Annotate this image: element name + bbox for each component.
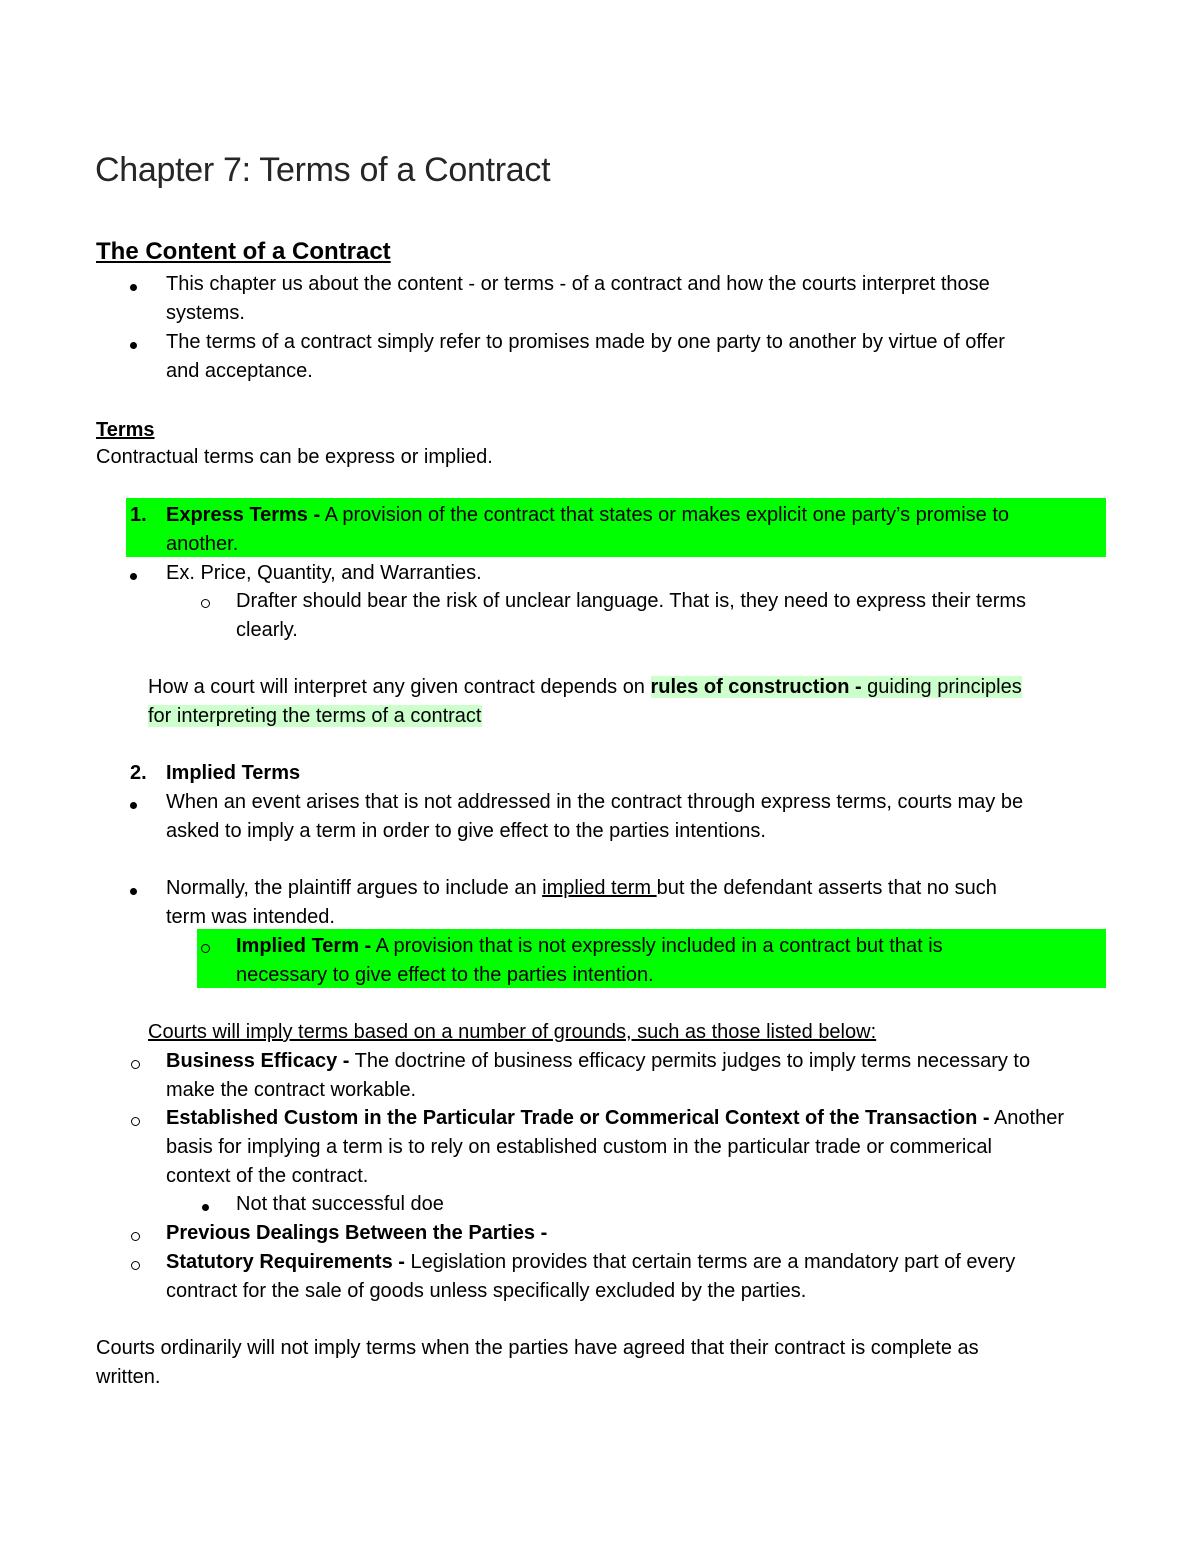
closing-paragraph: Courts ordinarily will not imply terms when the parties have agreed that their contract is complete as bbox=[96, 1337, 979, 1359]
closing-continuation: written. bbox=[96, 1366, 161, 1388]
construction-highlight-cont: for interpreting the terms of a contract bbox=[148, 705, 482, 727]
list-item bbox=[166, 874, 997, 903]
ground-item-continuation: basis for implying a term is to rely on established custom in the particular trade or commerical bbox=[166, 1136, 992, 1158]
ground-label: Business Efficacy - bbox=[166, 1050, 350, 1072]
express-sub-continuation: clearly. bbox=[236, 619, 298, 641]
implied-terms-heading: Implied Terms bbox=[166, 762, 301, 784]
list-number: 2. bbox=[130, 762, 147, 784]
circle-bullet-marker bbox=[131, 1221, 140, 1250]
page-title: Chapter 7: Terms of a Contract bbox=[95, 151, 551, 189]
construction-continuation bbox=[148, 702, 482, 731]
list-number: 1. bbox=[130, 504, 147, 526]
ground-label: Established Custom in the Particular Trade or Commerical Context of the Transaction - bbox=[166, 1107, 990, 1129]
bullet-marker bbox=[130, 560, 137, 589]
ground-text: Legislation provides that certain terms are a mandatory part of every bbox=[404, 1251, 1016, 1273]
terms-intro: Contractual terms can be express or implied. bbox=[96, 446, 493, 468]
bullet-marker bbox=[202, 1191, 209, 1220]
list-item: The terms of a contract simply refer to promises made by one party to another by virtue of offer bbox=[166, 331, 1005, 353]
list-item-continuation: asked to imply a term in order to give effect to the parties intentions. bbox=[166, 820, 766, 842]
ground-item-continuation: contract for the sale of goods unless specifically excluded by the parties. bbox=[166, 1280, 807, 1302]
circle-bullet-marker bbox=[131, 1106, 140, 1135]
implied-term-underlined: implied term bbox=[542, 877, 657, 899]
circle-bullet-marker bbox=[201, 588, 210, 617]
list-item-continuation: systems. bbox=[166, 302, 245, 324]
ground-item-continuation: make the contract workable. bbox=[166, 1079, 417, 1101]
implied-term-definition bbox=[236, 932, 943, 961]
ground-item-continuation: context of the contract. bbox=[166, 1165, 369, 1187]
bullet-marker bbox=[130, 329, 137, 358]
express-terms-text: A provision of the contract that states or makes explicit one party’s promise to bbox=[320, 504, 1010, 526]
express-sub-item: Drafter should bear the risk of unclear language. That is, they need to express their terms bbox=[236, 590, 1027, 612]
list-item: This chapter us about the content - or terms - of a contract and how the courts interpret those bbox=[166, 273, 990, 295]
defendant-text: but the defendant asserts that no such bbox=[656, 877, 997, 899]
ground-sub-item: Not that successful doe bbox=[236, 1193, 444, 1215]
plaintiff-text: Normally, the plaintiff argues to include an bbox=[166, 877, 543, 899]
construction-term: rules of construction - bbox=[650, 676, 862, 698]
construction-prefix: How a court will interpret any given contract depends on bbox=[148, 676, 651, 698]
circle-bullet-marker bbox=[131, 1049, 140, 1078]
ground-item bbox=[166, 1047, 1030, 1076]
section-heading-content: The Content of a Contract bbox=[96, 238, 391, 265]
express-terms-continuation: another. bbox=[166, 533, 239, 555]
implied-term-continuation: necessary to give effect to the parties intention. bbox=[236, 964, 654, 986]
circle-bullet-marker bbox=[201, 933, 210, 962]
ground-item: Previous Dealings Between the Parties - bbox=[166, 1222, 548, 1244]
bullet-marker bbox=[130, 875, 137, 904]
list-item: When an event arises that is not addressed in the contract through express terms, courts may be bbox=[166, 791, 1024, 813]
construction-paragraph bbox=[148, 673, 1022, 702]
ground-item bbox=[166, 1104, 1064, 1133]
ground-item bbox=[166, 1248, 1015, 1277]
list-item-continuation: and acceptance. bbox=[166, 360, 313, 382]
ground-text: Another bbox=[989, 1107, 1065, 1129]
implied-term-text: A provision that is not expressly included in a contract but that is bbox=[371, 935, 943, 957]
list-item-continuation: term was intended. bbox=[166, 906, 335, 928]
ground-text: The doctrine of business efficacy permits judges to imply terms necessary to bbox=[349, 1050, 1031, 1072]
construction-definition: guiding principles bbox=[861, 676, 1022, 698]
grounds-intro: Courts will imply terms based on a number of grounds, such as those listed below: bbox=[148, 1021, 877, 1043]
construction-highlight bbox=[651, 676, 1022, 698]
ground-label: Statutory Requirements - bbox=[166, 1251, 405, 1273]
circle-bullet-marker bbox=[131, 1250, 140, 1279]
express-example: Ex. Price, Quantity, and Warranties. bbox=[166, 562, 482, 584]
express-terms-label: Express Terms - bbox=[166, 504, 321, 526]
section-heading-terms: Terms bbox=[96, 419, 155, 441]
bullet-marker bbox=[130, 789, 137, 818]
express-terms-definition bbox=[166, 501, 1009, 530]
implied-term-label: Implied Term - bbox=[236, 935, 372, 957]
bullet-marker bbox=[130, 271, 137, 300]
